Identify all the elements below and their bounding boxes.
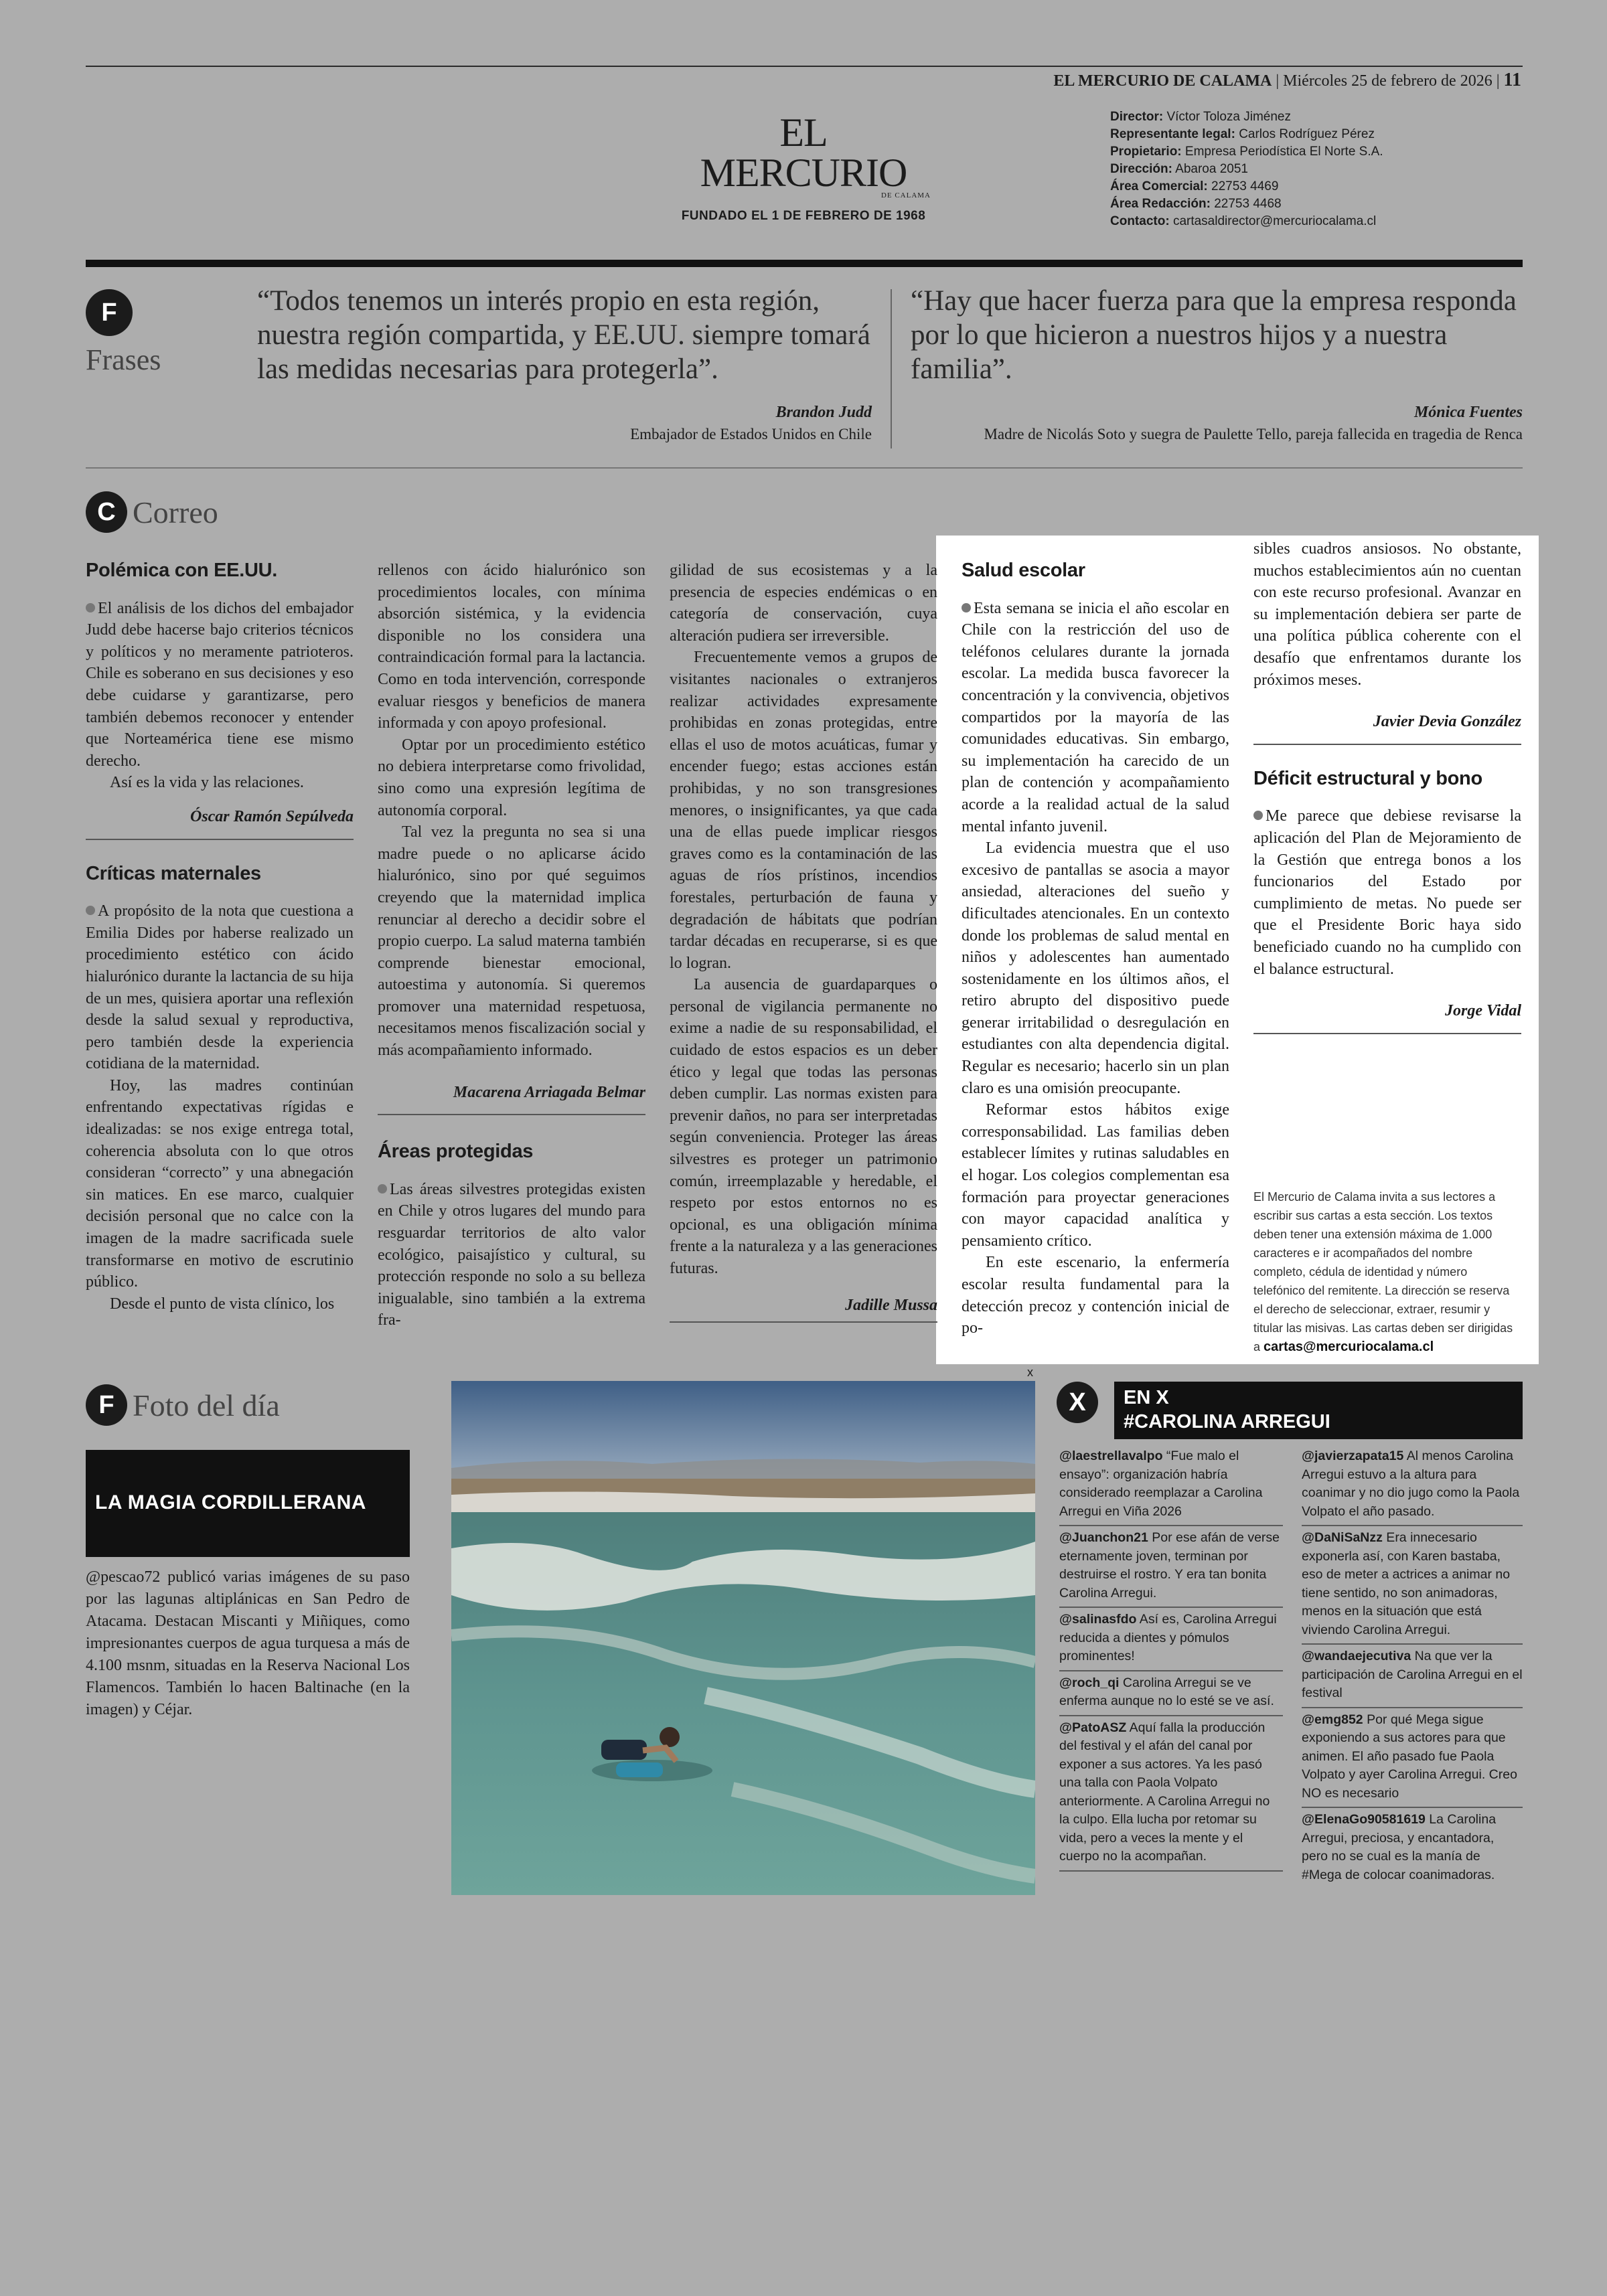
credit-line: Área Redacción: 22753 4468 bbox=[1110, 197, 1282, 211]
letter-paragraph: Las áreas silvestres protegidas existen en Chile y otros lugares del mundo para resguardar territorios de alto valor ecológico, paisajístico y cultural, su protección responde no solo a su belleza inigualable, sino también a la extrema fra- bbox=[378, 1180, 645, 1329]
x-banner bbox=[1114, 1382, 1523, 1439]
x-post: @laestrellavalpo “Fue malo el ensayo”: organización habría considerado reemplazar a Carolina Arregui en Viña 2026 bbox=[1059, 1445, 1283, 1526]
x-post: @roch_qi Carolina Arregui se ve enferma aunque no lo esté se ve así. bbox=[1059, 1671, 1283, 1716]
letters-col-3 bbox=[670, 560, 937, 1349]
letter-paragraph: Hoy, las madres continúan enfrentando expectativas rígidas e idealizadas: se nos exige entrega total, coherencia absoluta con lo que otros consideran “correcto” y una abnegación sin matices. En ese marco, cualquier decisión personal que no calce con la imagen de la madre sacrificada suele transformarse en motivo de escrutinio público. bbox=[86, 1076, 354, 1291]
credit-line: Propietario: Empresa Periodística El Norte S.A. bbox=[1110, 145, 1383, 159]
bullet-dot bbox=[86, 906, 95, 915]
x-post: @PatoASZ Aquí falla la producción del festival y el afán del canal por exponer a sus actores. Ya les pasó una talla con Paola Volpato anteriormente. A Carolina Arregui no la culpo. Ella lucha por retomar su vida, pero a veces la mente y el cuerpo no la acompañan. bbox=[1059, 1716, 1283, 1872]
letters-col-4 bbox=[962, 560, 1229, 1339]
letter-paragraph: Frecuentemente vemos a grupos de visitantes nacionales o extranjeros realizar actividades expresamente prohibidas en zonas protegidas, entre ellas el uso de motos acuáticas, fumar y encender fuego; estas acciones están prohibidas, y no son transgresiones menores, o insignificantes, ya que cada una de ellas puede implicar riesgos graves como es la contaminación de las aguas de ríos prístinos, incendios forestales, perturbación de fauna y degradación de hábitats que podrían tardar décadas en recuperarse, si es que lo logran. bbox=[670, 649, 937, 972]
quote-2 bbox=[911, 284, 1523, 443]
correo-section-label bbox=[86, 491, 218, 533]
masthead-founded: FUNDADO EL 1 DE FEBRERO DE 1968 bbox=[681, 209, 926, 223]
masthead-logo: EL MERCURIO bbox=[700, 110, 907, 195]
foto-title: Foto del día bbox=[133, 1388, 280, 1422]
correo-badge: C bbox=[86, 491, 127, 533]
x-post: @Juanchon21 Por ese afán de verse eternamente joven, terminan por destruirse el rostro. Y era tan bonita Carolina Arregui. bbox=[1059, 1526, 1283, 1608]
bullet-dot bbox=[86, 603, 95, 612]
x-post: @ElenaGo90581619 La Carolina Arregui, preciosa, y encantadora, pero no se cual es la manía de #Mega de colocar coanimadoras. bbox=[1302, 1812, 1497, 1882]
letter-divider bbox=[1253, 744, 1521, 745]
foto-caption: @pescao72 publicó varias imágenes de su paso por las lagunas altiplánicas en San Pedro de Atacama. Destacan Miscanti y Miñiques, como impresionantes cuerpos de agua turquesa a más de 4.100 msnm, situadas en la Reserva Nacional Los Flamencos. También lo hacen Baltinache (en la imagen) y Céjar. bbox=[86, 1568, 410, 1718]
letter-divider bbox=[378, 1114, 645, 1115]
letter-paragraph: Esta semana se inicia el año escolar en Chile con la restricción del uso de teléfonos celulares durante la jornada escolar. La medida busca favorecer la concentración y la convivencia, objetivos compartidos por la mayoría de las comunidades educativas. Sin embargo, su implementación ha carecido de un plan de contención y acompañamiento acorde a la realidad actual de la salud mental infanto juvenil. bbox=[962, 599, 1229, 835]
quote-2-author: Mónica Fuentes bbox=[1413, 404, 1523, 421]
credit-line: Dirección: Abaroa 2051 bbox=[1110, 162, 1248, 176]
x-post: @javierzapata15 Al menos Carolina Arregui estuvo a la altura para coanimar y no dio jugo como la Paola Volpato el año pasado. bbox=[1302, 1445, 1523, 1526]
x-banner-line1: EN X bbox=[1124, 1387, 1169, 1408]
x-posts-right bbox=[1302, 1445, 1523, 1888]
x-post-user: @wandaejecutiva bbox=[1302, 1649, 1411, 1663]
x-post-user: @emg852 bbox=[1302, 1712, 1363, 1727]
quote-1-text: “Todos tenemos un interés propio en esta región, nuestra región compartida, y EE.UU. siempre tomará las medidas necesarias para protegerla”. bbox=[257, 285, 870, 385]
bullet-dot bbox=[378, 1184, 387, 1194]
credit-line: Contacto: cartasaldirector@mercuriocalama.cl bbox=[1110, 214, 1377, 228]
foto-section-label bbox=[86, 1384, 280, 1426]
masthead bbox=[676, 112, 931, 224]
letter-paragraph: Reformar estos hábitos exige corresponsabilidad. Las familias deben establecer límites y rutinas saludables en el hogar. Los colegios complementan esa formación para proyectar generaciones con mayor capacidad analítica y pensamiento crítico. bbox=[962, 1101, 1229, 1250]
credit-line: Director: Víctor Toloza Jiménez bbox=[1110, 110, 1291, 124]
x-post-user: @Juanchon21 bbox=[1059, 1530, 1148, 1545]
letter-signature: Óscar Ramón Sepúlveda bbox=[189, 807, 354, 825]
frases-section-label bbox=[86, 289, 179, 377]
letter-signature: Jadille Mussa bbox=[844, 1296, 937, 1314]
letters-col-1 bbox=[86, 560, 354, 1315]
quote-1 bbox=[257, 284, 872, 443]
quote-divider bbox=[891, 289, 892, 448]
letter-paragraph: rellenos con ácido hialurónico son procedimientos locales, con mínima absorción sistémica, y la evidencia disponible no los considera una contraindicación formal para la lactancia. Como en toda intervención, corresponde evaluar riesgos y beneficios de manera informada y con apoyo profesional. bbox=[378, 562, 645, 732]
x-badge: X bbox=[1057, 1382, 1098, 1423]
letter-paragraph: Tal vez la pregunta no sea si una madre puede o no aplicarse ácido hialurónico, sino por qué seguimos creyendo que la maternidad implica renunciar al derecho a decidir sobre el propio cuerpo. La salud materna también comprende bienestar emocional, autoestima y autonomía. Si queremos promover una maternidad respetuosa, necesitamos menos fiscalización social y más acompañamiento informado. bbox=[378, 823, 645, 1060]
letter-title: Déficit estructural y bono bbox=[1253, 767, 1482, 789]
letter-paragraph: gilidad de sus ecosistemas y a la presencia de especies endémicas o en categoría de conservación, cuya alteración pudiera ser irreversible. bbox=[670, 562, 937, 645]
letter-signature: Jorge Vidal bbox=[1444, 1002, 1521, 1020]
submission-note-text: El Mercurio de Calama invita a sus lectores a escribir sus cartas a esta sección. Los textos deben tener una extensión máxima de 1.000 caracteres e ir acompañados del nombre completo, cédula de identidad y número telefónico del remitente. La dirección se reserva el derecho de seleccionar, extraer, resumir y titular las misivas. Las cartas deben ser dirigidas a bbox=[1253, 1190, 1513, 1354]
credit-line: Área Comercial: 22753 4469 bbox=[1110, 179, 1279, 193]
x-post-user: @javierzapata15 bbox=[1302, 1449, 1404, 1463]
foto-headline: LA MAGIA CORDILLERANA bbox=[95, 1491, 366, 1513]
quote-2-text: “Hay que hacer fuerza para que la empresa responda por lo que hicieron a nuestros hijos y a nuestra familia”. bbox=[911, 285, 1517, 385]
letter-paragraph: La evidencia muestra que el uso excesivo de pantallas se asocia a mayor ansiedad, alteraciones del sueño y dificultades atencionales. En un contexto donde los problemas de salud mental en niños y adolescentes han aumentado sostenidamente en los últimos años, el retiro abrupto del dispositivo puede generar irritabilidad o desregulación en estudiantes con alta dependencia digital. Regular es necesario; hacerlo sin un plan claro es una omisión preocupante. bbox=[962, 839, 1229, 1097]
quote-1-role: Embajador de Estados Unidos en Chile bbox=[630, 426, 872, 442]
letter-title: Áreas protegidas bbox=[378, 1141, 534, 1163]
letter-paragraph: sibles cuadros ansiosos. No obstante, muchos establecimientos aún no cuentan con este recurso profesional. Avanzar en su implementación debiera ser parte de una política pública coherente con el desafío que enfrentamos durante los próximos meses. bbox=[1253, 540, 1521, 689]
close-icon: x bbox=[1027, 1366, 1033, 1379]
letter-divider bbox=[86, 839, 354, 840]
letter-divider bbox=[1253, 1033, 1521, 1034]
correo-title: Correo bbox=[133, 495, 218, 529]
letter-paragraph: Así es la vida y las relaciones. bbox=[110, 774, 304, 792]
x-post: @DaNiSaNzz Era innecesario exponerla así, con Karen bastaba, eso de meter a actrices a animar no tiene sentido, no son animadoras, menos en la situación que está viviendo Carolina Arregui. bbox=[1302, 1526, 1523, 1645]
x-post: @emg852 Por qué Mega sigue exponiendo a sus actores para que animen. El año pasado fue Paola Volpato y ayer Carolina Arregui. Creo NO es necesario bbox=[1302, 1708, 1523, 1809]
letter-signature: Javier Devia González bbox=[1373, 713, 1521, 731]
quote-1-author: Brandon Judd bbox=[775, 404, 872, 421]
x-post: @salinasfdo Así es, Carolina Arregui reducida a dientes y pómulos prominentes! bbox=[1059, 1608, 1283, 1671]
x-post-user: @ElenaGo90581619 bbox=[1302, 1812, 1426, 1827]
lagoon-photo-illustration bbox=[451, 1381, 1035, 1895]
quote-2-role: Madre de Nicolás Soto y suegra de Paulette Tello, pareja fallecida en tragedia de Renca bbox=[984, 426, 1523, 442]
x-posts-left bbox=[1059, 1445, 1283, 1872]
x-banner-line2: #CAROLINA ARREGUI bbox=[1124, 1411, 1330, 1432]
bullet-dot bbox=[962, 603, 971, 612]
submission-email: cartas@mercuriocalama.cl bbox=[1264, 1339, 1434, 1354]
letter-signature: Macarena Arriagada Belmar bbox=[453, 1083, 645, 1101]
letter-paragraph: Desde el punto de vista clínico, los bbox=[110, 1295, 335, 1313]
photo-of-the-day bbox=[451, 1381, 1035, 1895]
frases-title: Frases bbox=[86, 343, 161, 376]
letter-divider bbox=[670, 1321, 937, 1323]
letter-title: Polémica con EE.UU. bbox=[86, 560, 277, 581]
header-thick-rule bbox=[86, 260, 1523, 267]
running-header-paper: EL MERCURIO DE CALAMA bbox=[1053, 72, 1272, 90]
masthead-logo-sub: DE CALAMA bbox=[881, 191, 931, 199]
letter-title: Críticas maternales bbox=[86, 862, 261, 884]
x-post-user: @PatoASZ bbox=[1059, 1720, 1127, 1735]
page-number: 11 bbox=[1503, 70, 1521, 90]
x-post-user: @laestrellavalpo bbox=[1059, 1449, 1163, 1463]
foto-headline-box bbox=[86, 1450, 410, 1557]
running-header: EL MERCURIO DE CALAMA | Miércoles 25 de febrero de 2026 | 11 bbox=[1053, 70, 1521, 90]
foto-badge: F bbox=[86, 1384, 127, 1426]
running-header-date: Miércoles 25 de febrero de 2026 bbox=[1283, 72, 1493, 90]
letter-paragraph: A propósito de la nota que cuestiona a Emilia Dides por haberse realizado un procedimiento estético con ácido hialurónico durante la lactancia de su hija de un mes, quisiera aportar una reflexión desde la salud sexual y reproductiva, pero también desde la experiencia cotidiana de la maternidad. bbox=[86, 902, 354, 1073]
letter-title: Salud escolar bbox=[962, 560, 1085, 581]
x-post-user: @salinasfdo bbox=[1059, 1612, 1137, 1627]
x-post-user: @DaNiSaNzz bbox=[1302, 1530, 1383, 1545]
letter-paragraph: Me parece que debiese revisarse la aplicación del Plan de Mejoramiento de la Gestión que entrega bonos a los funcionarios del Estado por cumplimiento de metas. No puede ser que el Presidente Boric haya sido beneficiado cuando no ha cumplido con el balance estructural. bbox=[1253, 807, 1521, 978]
letter-paragraph: Optar por un procedimiento estético no debiera interpretarse como frivolidad, sino como una expresión legítima de autonomía corporal. bbox=[378, 736, 645, 819]
letters-col-5 bbox=[1253, 538, 1521, 1061]
staff-credits bbox=[1110, 108, 1383, 230]
x-post-user: @roch_qi bbox=[1059, 1675, 1120, 1690]
frases-badge: F bbox=[86, 289, 133, 336]
letter-paragraph: El análisis de los dichos del embajador Judd debe hacerse bajo criterios técnicos y políticos y no meramente patrioteros. Chile es soberano en sus decisiones y eso debe cuidarse y garantizarse, pero también debemos reconocer y entender que Norteamérica tiene ese mismo derecho. bbox=[86, 599, 354, 770]
bullet-dot bbox=[1253, 811, 1263, 820]
x-section-label bbox=[1057, 1382, 1098, 1423]
x-post: @wandaejecutiva Na que ver la participación de Carolina Arregui en el festival bbox=[1302, 1645, 1523, 1708]
letters-col-2 bbox=[378, 560, 645, 1331]
submission-note bbox=[1253, 1187, 1521, 1356]
top-rule bbox=[86, 66, 1523, 67]
frases-bottom-rule bbox=[86, 467, 1523, 469]
credit-line: Representante legal: Carlos Rodríguez Pérez bbox=[1110, 127, 1375, 141]
letter-paragraph: La ausencia de guardaparques o personal de vigilancia permanente no exime a nadie de su responsabilidad, el cuidado de estos espacios es un deber ético y legal que todas las personas deben cumplir. Las normas existen para prevenir daños, no para ser interpretadas según conveniencia. Proteger las áreas silvestres es proteger un patrimonio común, irreemplazable y heredable, el respeto por estos entornos no es opcional, es una obligación mínima frente a la naturaleza y a las generaciones futuras. bbox=[670, 976, 937, 1277]
letter-paragraph: En este escenario, la enfermería escolar resulta fundamental para la detección precoz y contención inicial de po- bbox=[962, 1254, 1229, 1337]
